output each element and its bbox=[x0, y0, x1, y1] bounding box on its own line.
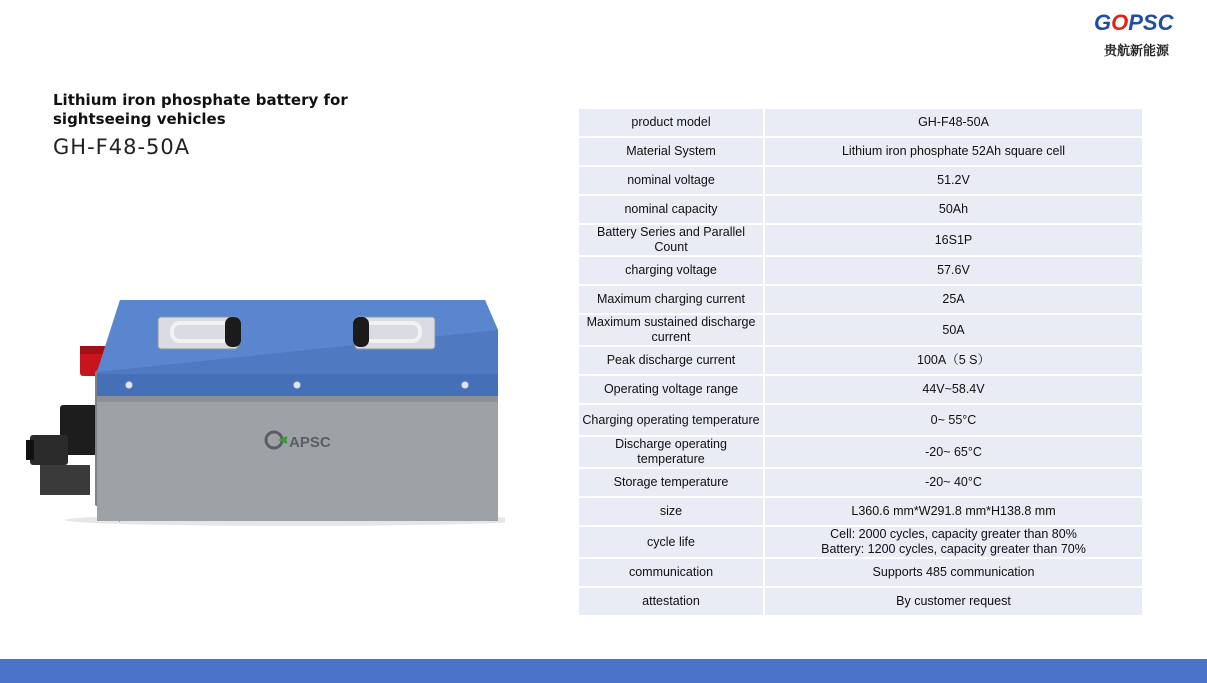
spec-value: -20~ 40°C bbox=[764, 468, 1143, 497]
table-row bbox=[578, 526, 1143, 558]
table-row bbox=[578, 587, 1143, 616]
spec-label: Discharge operating temperature bbox=[578, 436, 764, 468]
spec-label: Charging operating temperature bbox=[578, 404, 764, 436]
spec-value-line: Battery: 1200 cycles, capacity greater than 70% bbox=[821, 542, 1086, 556]
spec-label: communication bbox=[578, 558, 764, 587]
spec-label: Peak discharge current bbox=[578, 346, 764, 375]
spec-value: 50A bbox=[764, 314, 1143, 346]
spec-value: 16S1P bbox=[764, 224, 1143, 256]
table-row bbox=[578, 137, 1143, 166]
table-row bbox=[578, 108, 1143, 137]
table-row bbox=[578, 404, 1143, 436]
table-row bbox=[578, 375, 1143, 404]
spec-label: attestation bbox=[578, 587, 764, 616]
table-row bbox=[578, 468, 1143, 497]
spec-value: 51.2V bbox=[764, 166, 1143, 195]
spec-value: L360.6 mm*W291.8 mm*H138.8 mm bbox=[764, 497, 1143, 526]
logo-chinese-name: 贵航新能源 bbox=[1104, 44, 1170, 59]
spec-label: nominal voltage bbox=[578, 166, 764, 195]
spec-value-multiline bbox=[764, 526, 1143, 558]
spec-value: GH-F48-50A bbox=[764, 108, 1143, 137]
spec-value: -20~ 65°C bbox=[764, 436, 1143, 468]
spec-value: 25A bbox=[764, 285, 1143, 314]
spec-label: product model bbox=[578, 108, 764, 137]
spec-value: Lithium iron phosphate 52Ah square cell bbox=[764, 137, 1143, 166]
spec-value: 0~ 55°C bbox=[764, 404, 1143, 436]
handle-left-icon bbox=[158, 317, 241, 349]
spec-value: Supports 485 communication bbox=[764, 558, 1143, 587]
spec-label: Material System bbox=[578, 137, 764, 166]
specification-table bbox=[577, 107, 1144, 617]
spec-label: cycle life bbox=[578, 526, 764, 558]
screw-icon bbox=[294, 382, 301, 389]
screw-icon bbox=[126, 382, 133, 389]
spec-label: Operating voltage range bbox=[578, 375, 764, 404]
table-row bbox=[578, 558, 1143, 587]
spec-label: nominal capacity bbox=[578, 195, 764, 224]
table-row bbox=[578, 166, 1143, 195]
spec-value: 100A（5 S） bbox=[764, 346, 1143, 375]
screw-icon bbox=[462, 382, 469, 389]
battery-body bbox=[97, 396, 498, 521]
brand-mark-text: APSC bbox=[289, 434, 331, 451]
table-row bbox=[578, 346, 1143, 375]
company-logo bbox=[1094, 10, 1189, 60]
spec-label: Battery Series and Parallel Count bbox=[578, 224, 764, 256]
table-row bbox=[578, 436, 1143, 468]
spec-label: Maximum sustained discharge current bbox=[578, 314, 764, 346]
product-title: Lithium iron phosphate battery for sightseeing vehicles bbox=[53, 91, 348, 128]
table-row bbox=[578, 195, 1143, 224]
spec-value: 57.6V bbox=[764, 256, 1143, 285]
battery-image bbox=[25, 290, 505, 530]
logo-letter-o: O bbox=[1111, 10, 1129, 35]
logo-wordmark bbox=[1094, 10, 1174, 36]
table-row bbox=[578, 256, 1143, 285]
spec-value: By customer request bbox=[764, 587, 1143, 616]
spec-value: 50Ah bbox=[764, 195, 1143, 224]
spec-label: size bbox=[578, 497, 764, 526]
spec-label: Maximum charging current bbox=[578, 285, 764, 314]
spec-label: Storage temperature bbox=[578, 468, 764, 497]
handle-right-icon bbox=[353, 317, 435, 349]
footer-accent-bar bbox=[0, 659, 1207, 683]
spec-value-line: Cell: 2000 cycles, capacity greater than 80% bbox=[830, 527, 1077, 541]
table-row bbox=[578, 285, 1143, 314]
table-row bbox=[578, 497, 1143, 526]
spec-label: charging voltage bbox=[578, 256, 764, 285]
logo-letters-psc: PSC bbox=[1128, 10, 1174, 35]
logo-letter-g: G bbox=[1094, 10, 1112, 35]
product-model-heading: GH-F48-50A bbox=[53, 135, 191, 159]
table-row bbox=[578, 314, 1143, 346]
table-row bbox=[578, 224, 1143, 256]
spec-value: 44V~58.4V bbox=[764, 375, 1143, 404]
